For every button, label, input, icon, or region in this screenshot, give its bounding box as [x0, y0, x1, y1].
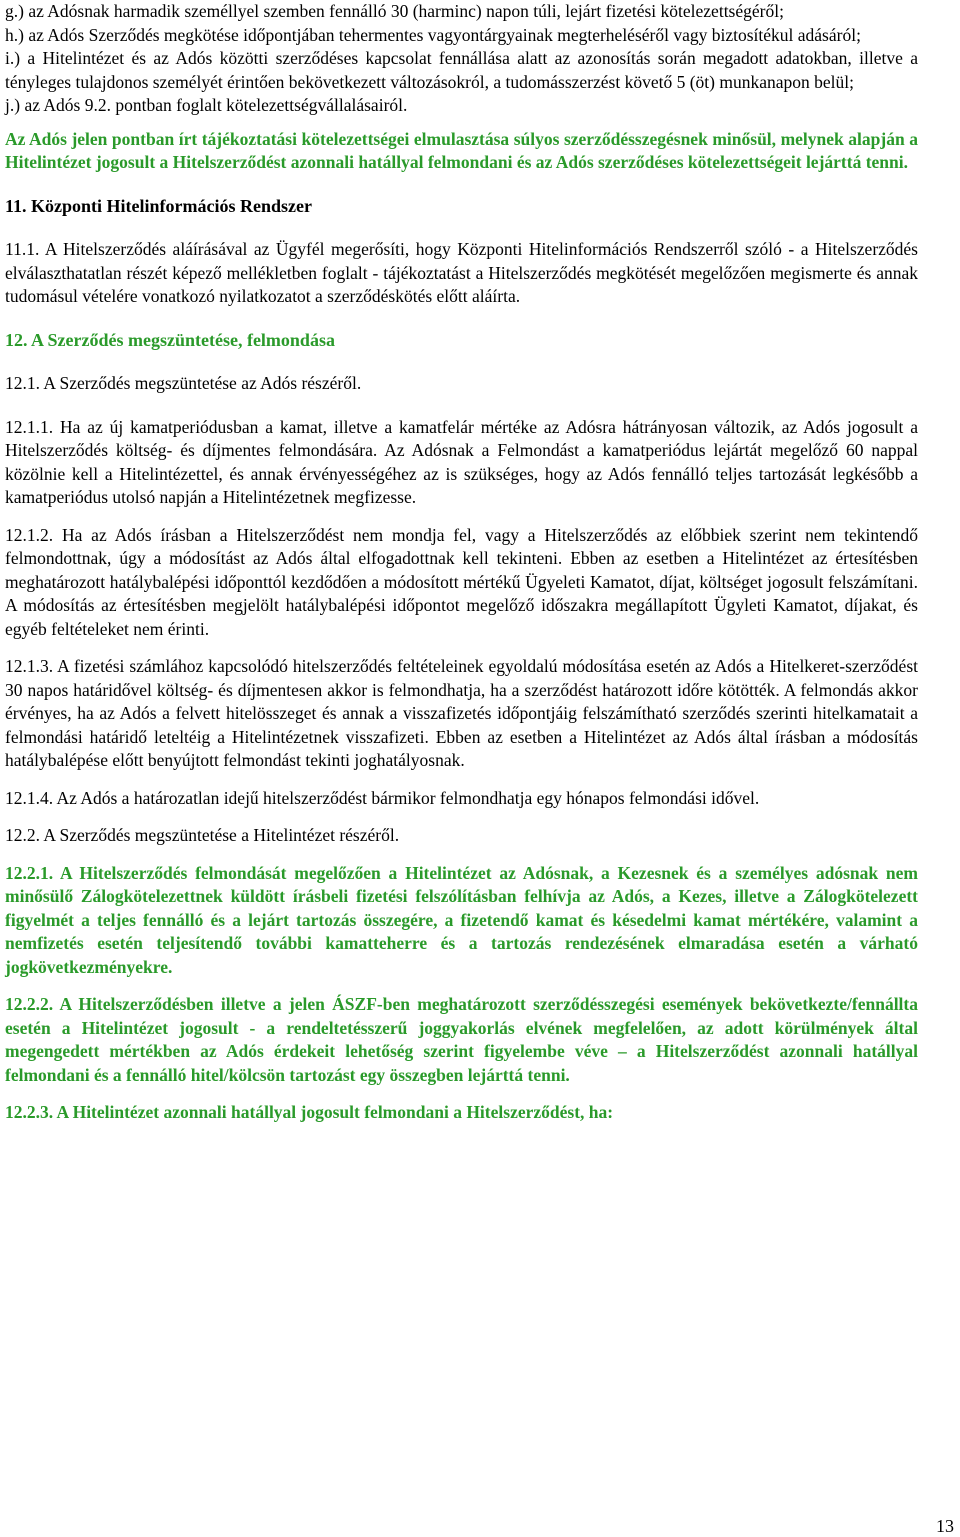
list-item-g: g.) az Adósnak harmadik személlyel szemben fennálló 30 (harminc) napon túli, lejárt fizetési kötelezettségéről; — [5, 1, 784, 21]
paragraph-11-1: 11.1. A Hitelszerződés aláírásával az Ügyfél megerősíti, hogy Központi Hitelinformációs Rendszerről szóló - a Hitelszerződés elválaszthatatlan részét képező mellékletben foglalt - tájékoztatást a Hitelszerződés megkötését megelőzően megismerte és annak tudomásul vételére vonatkozó nyilatkozatot a szerződéskötés előtt aláírta. — [5, 239, 918, 306]
paragraph-12-1-4: 12.1.4. Az Adós a határozatlan idejű hitelszerződést bármikor felmondhatja egy hónapos felmondási idővel. — [5, 787, 760, 808]
paragraph-12-2-2: 12.2.2. A Hitelszerződésben illetve a jelen ÁSZF-ben meghatározott szerződésszegési események bekövetkezte/fennállta esetén a Hitelintézet jogosult - a rendeltetésszerű joggyakorlás elvének megfelelően, az adott körülmények által megengedett mértékben az Adós érdekeit lehetőség szerint figyelembe véve – a Hitelszerződést azonnali hatállyal felmondani és a fennálló hitel/kölcsön tartozást egy összegben lejárttá tenni. — [5, 994, 918, 1085]
document-page — [5, 0, 918, 1125]
paragraph-12-2-3: 12.2.3. A Hitelintézet azonnali hatállyal jogosult felmondani a Hitelszerződést, ha: — [5, 1102, 614, 1122]
paragraph-12-1: 12.1. A Szerződés megszüntetése az Adós részéről. — [5, 373, 362, 393]
paragraph-12-1-3: 12.1.3. A fizetési számlához kapcsolódó hitelszerződés feltételeinek egyoldalú módosítása esetén az Adós a Hitelkeret-szerződést 30 napos határidővel költség- és díjmentesen akkor is felmondhatja, ha a szerződést határozott időre kötötték. A felmondás akkor érvényes, ha az Adós a felvett hitelösszeget és annak a visszafizetés időpontjáig felszámítható szerződés szerinti hitelkamatait a felmondási határidő leteltéig a Hitelintézetnek visszafizeti. Ebben az esetben a Hitelintézet az Adós által írásban a módosítás hatálybalépése előtt benyújtott felmondást tekinti joghatályosnak. — [5, 656, 918, 770]
list-item-j: j.) az Adós 9.2. pontban foglalt kötelezettségvállalásairól. — [5, 95, 408, 115]
section-11-title: 11. Központi Hitelinformációs Rendszer — [5, 195, 312, 216]
list-item-h: h.) az Adós Szerződés megkötése időpontjában tehermentes vagyontárgyainak megterheléséről vagy biztosítékul adásáról; — [5, 24, 861, 45]
warning-paragraph: Az Adós jelen pontban írt tájékoztatási kötelezettségei elmulasztása súlyos szerződésszegésnek minősül, melynek alapján a Hitelintézet jogosult a Hitelszerződést azonnali hatállyal felmondani és az Adós szerződéses kötelezettségeit lejárttá tenni. — [5, 128, 918, 172]
paragraph-12-2: 12.2. A Szerződés megszüntetése a Hitelintézet részéről. — [5, 825, 400, 845]
paragraph-12-2-1: 12.2.1. A Hitelszerződés felmondását megelőzően a Hitelintézet az Adósnak, a Kezesnek és a személyes adósnak nem minősülő Zálogkötelezettnek küldött írásbeli fizetési felszólításban felhívja az Adós, a Kezes, illetve a Zálogkötelezett figyelmét a teljes fennálló és a lejárt tartozás összegére, a fizetendő kamat és késedelmi kamat mértékére, valamint a nemfizetés esetén teljesítendő további kamatteherre és a tartozás rendezésének elmaradása esetén a várható jogkövetkezményekre. — [5, 862, 918, 977]
page-number: 13 — [936, 1516, 954, 1536]
list-item-i: i.) a Hitelintézet és az Adós közötti szerződéses kapcsolat fennállása alatt az azonosítás során megadott adatokban, illetve a tényleges tulajdonos személyét érintően bekövetkezett változásokról, a tudomásszerzést követő 5 (öt) munkanapon belül; — [5, 48, 918, 92]
paragraph-12-1-2: 12.1.2. Ha az Adós írásban a Hitelszerződést nem mondja fel, vagy a Hitelszerződés az előbbiek szerint nem tekintendő felmondottnak, úgy a módosítást az Adós által elfogadottnak kell tekinteni. Ebben az esetben a Hitelintézet az értesítésben meghatározott hatálybalépési időponttól kezdődően a módosított mértékű Ügyeleti Kamatot, díjat, költséget jogosult felszámítani. A módosítás az értesítésben megjelölt hatálybalépési időpontot megelőző időszakra megállapított Ügyleti Kamatot, díjakat, és egyéb feltételeket nem érinti. — [5, 524, 918, 639]
paragraph-12-1-1: 12.1.1. Ha az új kamatperiódusban a kamat, illetve a kamatfelár mértéke az Adósra hátrányosan változik, az Adós jogosult a Hitelszerződés költség- és díjmentes felmondására. Az Adósnak a Felmondást a kamatperiódus lejártát megelőző 60 nappal közölnie kell a Hitelintézettel, és annak érvényességéhez az is szükséges, hogy az Adós fennálló teljes tartozását legkésőbb a kamatperiódus utolsó napján a Hitelintézetnek megfizesse. — [5, 416, 918, 507]
section-12-title: 12. A Szerződés megszüntetése, felmondása — [5, 329, 335, 350]
